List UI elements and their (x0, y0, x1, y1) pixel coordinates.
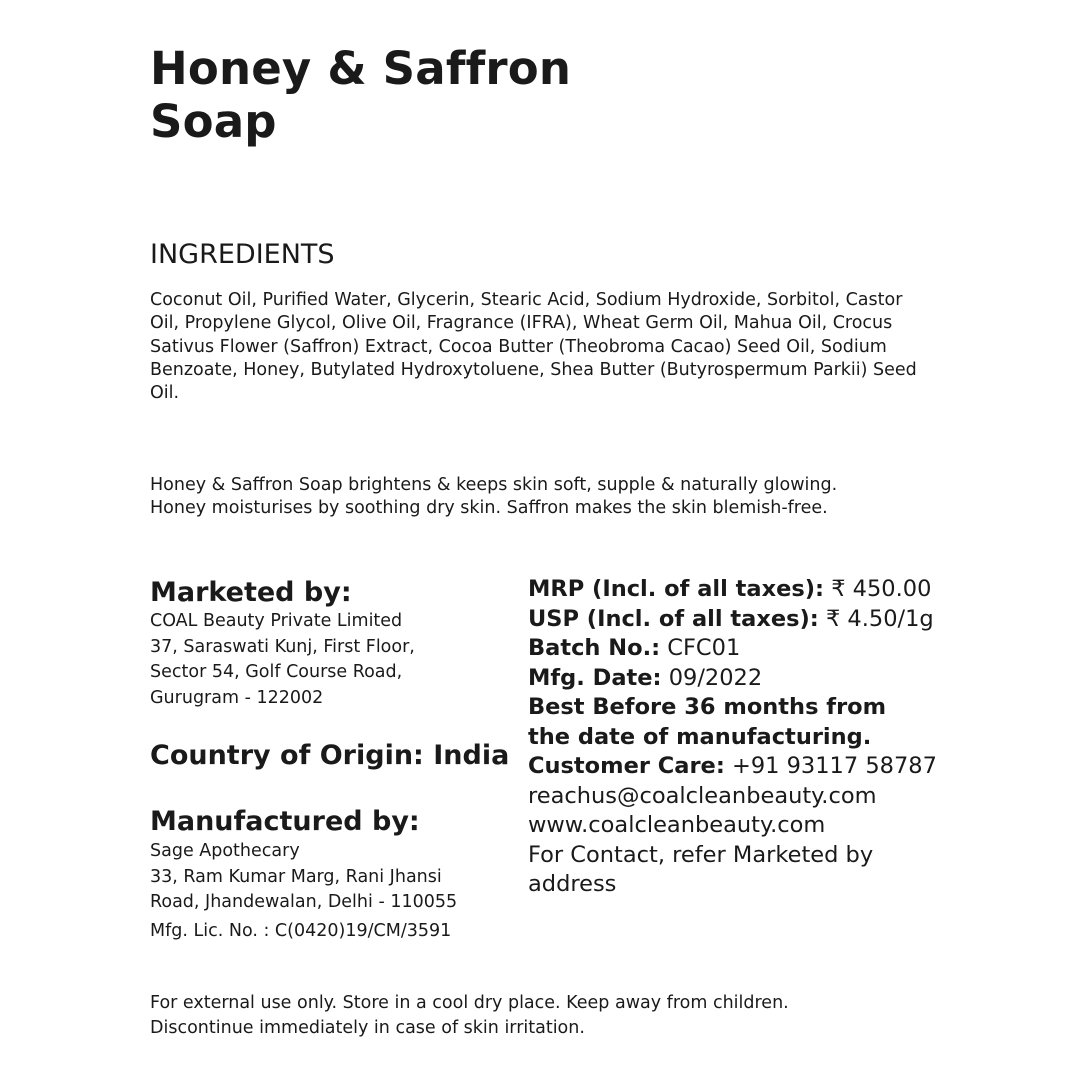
batch-value: CFC01 (660, 635, 741, 661)
usp-label: USP (Incl. of all taxes): (528, 605, 819, 632)
manufactured-line-2: 33, Ram Kumar Marg, Rani Jhansi (150, 866, 442, 887)
batch-label: Batch No.: (528, 635, 661, 661)
manufactured-line-3: Road, Jhandewalan, Delhi - 110055 (150, 892, 458, 912)
customer-care-label: Customer Care: (528, 753, 725, 779)
mrp-label: MRP (Incl. of all taxes): (528, 576, 825, 602)
customer-care-row (528, 752, 937, 782)
customer-care-phone: +91 93117 58787 (724, 753, 937, 779)
marketed-line-3: Sector 54, Golf Course Road, (150, 662, 403, 682)
best-before-text-2: the date of manufacturing. (528, 723, 872, 750)
ingredients-heading: INGREDIENTS (150, 239, 335, 270)
marketed-by-address (150, 609, 415, 711)
product-description (150, 474, 930, 521)
manufactured-by-address (150, 839, 457, 916)
manufactured-by-heading: Manufactured by: (150, 806, 420, 837)
marketed-line-2: 37, Saraswati Kunj, First Floor, (150, 636, 415, 657)
marketed-line-1: COAL Beauty Private Limited (150, 611, 403, 631)
best-before-line-2 (528, 723, 937, 753)
warning-line-1: For external use only. Store in a cool dry place. Keep away from children. (150, 993, 789, 1013)
product-title (150, 42, 571, 148)
mrp-row (528, 575, 937, 605)
best-before-line-1 (528, 693, 937, 723)
usp-row (528, 605, 937, 635)
warning-line-2: Discontinue immediately in case of skin irritation. (150, 1018, 585, 1038)
description-line-2: Honey moisturises by soothing dry skin. Saffron makes the skin blemish-free. (150, 498, 828, 519)
best-before-text-1: Best Before 36 months from (528, 694, 887, 720)
manufacturing-license: Mfg. Lic. No. : C(0420)19/CM/3591 (150, 921, 452, 941)
mfg-date-value: 09/2022 (661, 664, 763, 691)
ingredients-text: Coconut Oil, Purified Water, Glycerin, Stearic Acid, Sodium Hydroxide, Sorbitol, Castor Oil, Propylene Glycol, Olive Oil, Fragrance (IFRA), Wheat Germ Oil, Mahua Oil, Crocus Sativus Flower (Saffron) Extract, Cocoa Butter (Theobroma Cacao) Seed Oil, Sodium Benzoate, Honey, Butylated Hydroxytoluene, Shea Butter (Butyrospermum Parkii) Seed Oil. (150, 290, 917, 404)
description-line-1: Honey & Saffron Soap brightens & keeps skin soft, supple & naturally glowing. (150, 475, 838, 495)
usage-warning (150, 991, 789, 1041)
mfg-date-row (528, 664, 937, 694)
usp-value: ₹ 4.50/1g (818, 605, 934, 632)
batch-row (528, 634, 937, 664)
mfg-date-label: Mfg. Date: (528, 664, 662, 691)
product-title-line-1: Honey & Saffron (150, 42, 572, 95)
marketed-line-4: Gurugram - 122002 (150, 687, 324, 708)
contact-email[interactable]: reachus@coalcleanbeauty.com (528, 782, 877, 809)
contact-note-line-1: For Contact, refer Marketed by (528, 841, 874, 868)
product-title-line-2: Soap (150, 95, 277, 148)
country-of-origin: Country of Origin: India (150, 740, 510, 771)
marketed-by-heading: Marketed by: (150, 577, 352, 608)
contact-note-line-2: address (528, 871, 617, 897)
product-details (528, 575, 937, 900)
website-link[interactable]: www.coalcleanbeauty.com (528, 812, 826, 838)
manufactured-line-1: Sage Apothecary (150, 841, 300, 861)
mrp-value: ₹ 450.00 (824, 576, 932, 602)
